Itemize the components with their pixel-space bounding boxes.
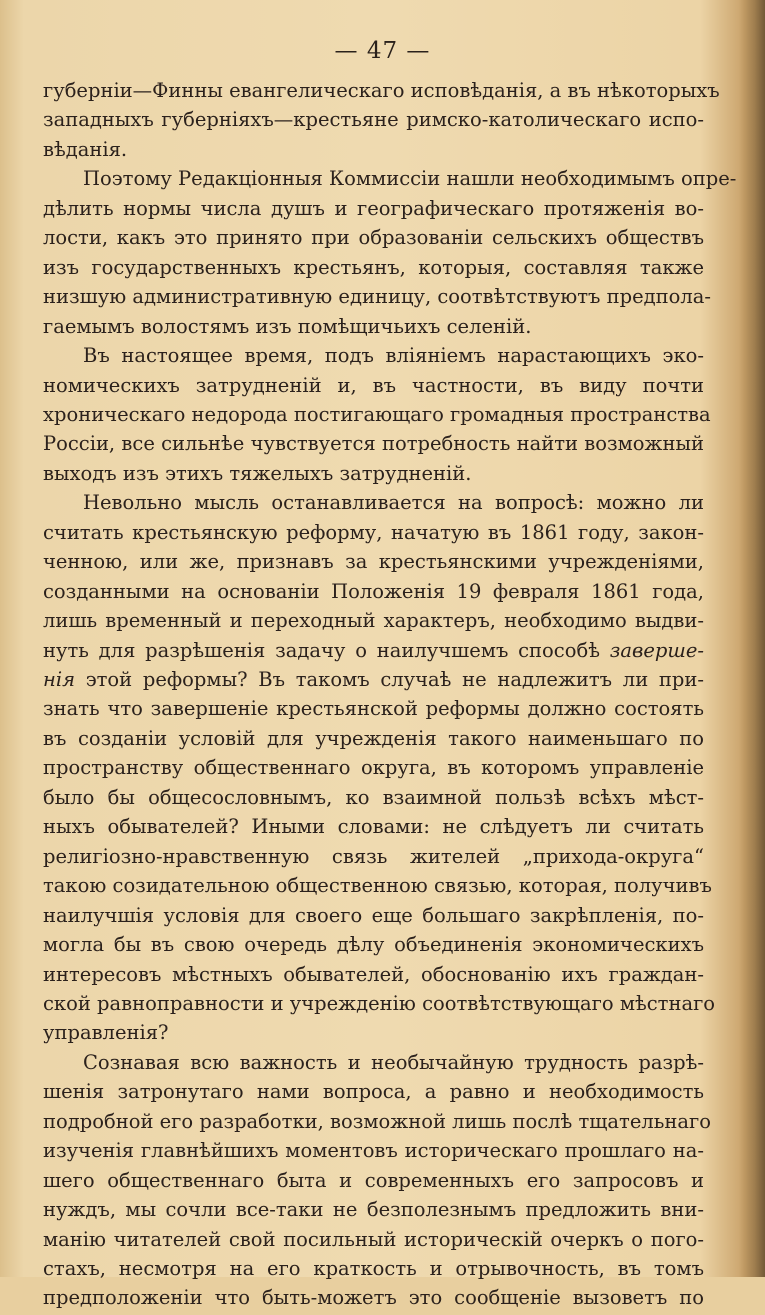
text-line (83, 339, 704, 373)
text-line (43, 1281, 704, 1315)
text-line-content: было бы общесословнымъ, ко взаимной пользѣ всѣхъ мѣст- (43, 786, 704, 809)
text-line-content: пространству общественнаго округа, въ которомъ управленіе (43, 756, 704, 779)
text-line-content: лости, какъ это принято при образованіи сельскихъ обществъ (43, 226, 704, 249)
text-line-content: предположеніи что быть-можетъ это сообщеніе вызоветъ по (43, 1286, 704, 1309)
text-line-content: ныхъ обывателей? Иными словами: не слѣдуетъ ли считать (43, 815, 704, 838)
text-line-content: манію читателей свой посильный историческій очеркъ о пого- (43, 1228, 704, 1251)
text-line (43, 103, 704, 137)
text-line-content: лишь временный и переходный характеръ, необходимо выдви- (43, 609, 704, 632)
text-line (43, 928, 704, 962)
text-line-content: интересовъ мѣстныхъ обывателей, обоснованію ихъ граждан- (43, 963, 704, 986)
text-line-content: считать крестьянскую реформу, начатую въ 1861 году, закон- (43, 521, 704, 544)
emphasized-text: нія (43, 668, 75, 691)
text-line-content: выходъ изъ этихъ тяжелыхъ затрудненій. (43, 462, 472, 485)
text-line (43, 545, 704, 579)
text-line-content: стахъ, несмотря на его краткость и отрывочность, въ томъ (43, 1257, 704, 1280)
text-line-content: изъ государственныхъ крестьянъ, которыя, составляя также (43, 256, 704, 279)
text-line-content: знать что завершеніе крестьянской реформы должно состоять (43, 697, 704, 720)
text-line-content: губерніи—Финны евангелическаго исповѣданія, а въ нѣкоторыхъ (43, 79, 720, 102)
text-line-content: этой реформы? Въ такомъ случаѣ не надлежитъ ли при- (75, 668, 704, 691)
text-line (43, 280, 711, 314)
text-line-content: Въ настоящее время, подъ вліяніемъ нарастающихъ эко- (83, 344, 704, 367)
text-line-content: Россіи, все сильнѣе чувствуется потребность найти возможный (43, 432, 704, 455)
text-line (83, 486, 704, 520)
text-line (43, 427, 704, 461)
text-line-content: изученія главнѣйшихъ моментовъ историческаго прошлаго на- (43, 1139, 704, 1162)
text-line-content: ченною, или же, признавъ за крестьянскими учрежденіями, (43, 550, 704, 573)
text-line (43, 1134, 704, 1168)
text-line-content: могла бы въ свою очередь дѣлу объединенія экономическихъ (43, 933, 704, 956)
text-line-content: номическихъ затрудненій и, въ частности, въ виду почти (43, 374, 704, 397)
text-line (43, 692, 704, 726)
text-line (43, 1075, 704, 1109)
text-line-content: низшую административную единицу, соотвѣтствуютъ предпола- (43, 285, 711, 308)
page-gutter-shadow (739, 0, 765, 1277)
text-line-content: религіозно-нравственную связь жителей „прихода-округа“ (43, 845, 704, 868)
text-line-content: нуждъ, мы сочли все-таки не безполезнымъ предложить вни- (43, 1198, 704, 1221)
emphasized-text: заверше- (609, 639, 704, 662)
text-line (43, 810, 704, 844)
text-line-content: шего общественнаго быта и современныхъ его запросовъ и (43, 1169, 704, 1192)
text-line-content: западныхъ губерніяхъ—крестьяне римско-католическаго испо- (43, 108, 704, 131)
text-line (43, 1016, 704, 1050)
text-line-content: гаемымъ волостямъ изъ помѣщичьихъ селеній. (43, 315, 532, 338)
text-line-content: дѣлить нормы числа душъ и географическаго протяженія во- (43, 197, 704, 220)
page-number: — 47 — (334, 38, 431, 64)
text-line (43, 1193, 704, 1227)
text-line-content: созданными на основаніи Положенія 19 февраля 1861 года, (43, 580, 704, 603)
text-line-content: шенія затронутаго нами вопроса, а равно и необходимость (43, 1080, 704, 1103)
text-line-content: управленія? (43, 1021, 169, 1044)
text-line (43, 604, 704, 638)
text-line-content: нуть для разрѣшенія задачу о наилучшемъ способѣ (43, 639, 600, 662)
text-line-content: ской равноправности и учрежденію соотвѣтствующаго мѣстнаго (43, 992, 716, 1015)
text-line (43, 221, 704, 255)
text-line-content: наилучшія условія для своего еще большаго закрѣпленія, по- (43, 904, 704, 927)
text-line-content: хроническаго недорода постигающаго громадныя пространства (43, 403, 711, 426)
text-line-content: Поэтому Редакціонныя Коммиссіи нашли необходимымъ опре- (83, 167, 737, 190)
text-line (83, 162, 737, 196)
text-line (43, 869, 712, 903)
text-line-content: Невольно мысль останавливается на вопросѣ: можно ли (83, 491, 704, 514)
text-line-content: подробной его разработки, возможной лишь послѣ тщательнаго (43, 1110, 711, 1133)
text-line-content: вѣданія. (43, 138, 128, 161)
text-line-content: Сознавая всю важность и необычайную трудность разрѣ- (83, 1051, 704, 1074)
text-line-content: такою созидательною общественною связью, которая, получивъ (43, 874, 712, 897)
text-line (43, 751, 704, 785)
text-line-content: въ созданіи условій для учрежденія такого наименьшаго по (43, 727, 704, 750)
